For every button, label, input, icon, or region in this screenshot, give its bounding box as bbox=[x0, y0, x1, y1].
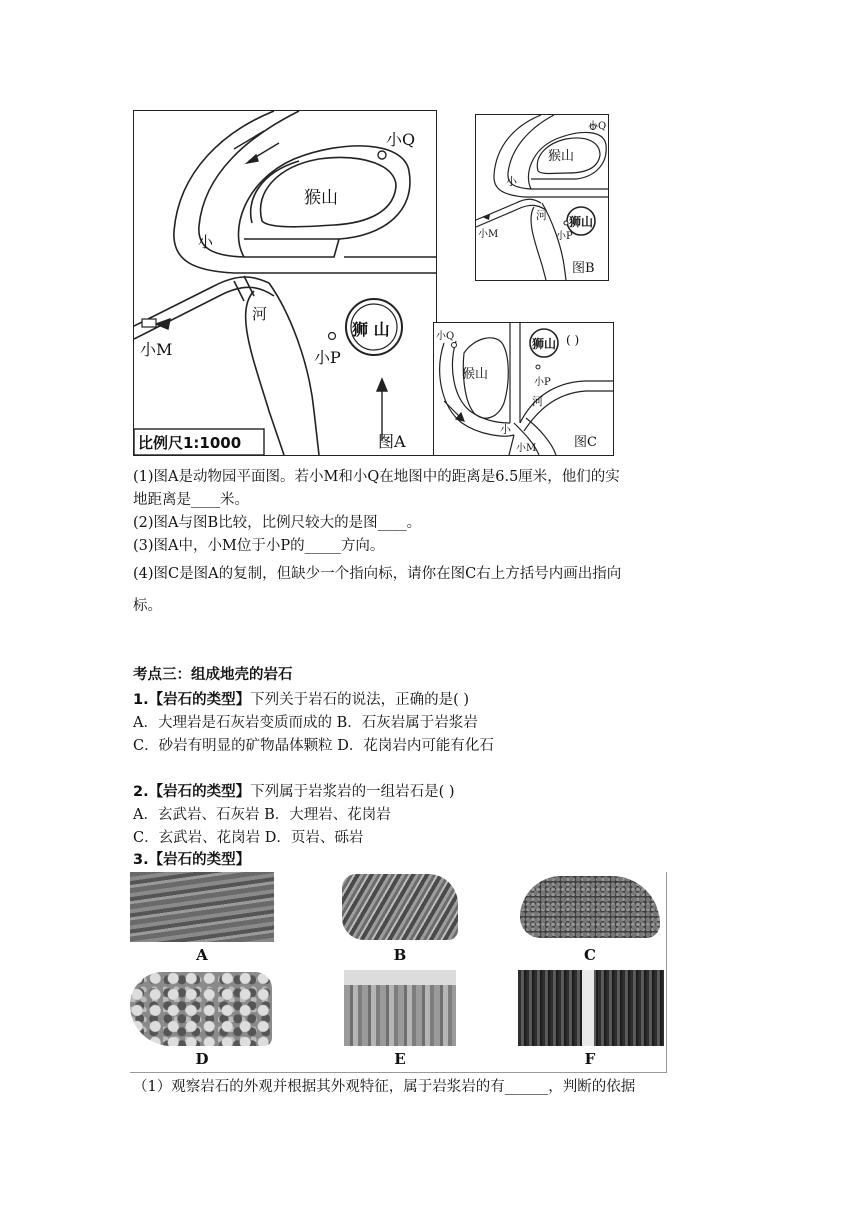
rock-photo-grid bbox=[130, 872, 667, 1073]
map-a-lion-label: 狮 山 bbox=[352, 320, 390, 339]
map-a-xiaoq-label: 小Q bbox=[386, 130, 416, 149]
item-3-stem bbox=[133, 850, 250, 870]
rock-label-d: D bbox=[195, 1050, 209, 1068]
map-b-river-label-2: 河 bbox=[536, 209, 547, 222]
rock-photo-a bbox=[130, 872, 274, 942]
map-a bbox=[133, 110, 437, 456]
question-1-line-1: (1)图A是动物园平面图。若小M和小Q在地图中的距离是6.5厘米，他们的实 bbox=[133, 469, 620, 485]
rock-photo-c bbox=[520, 876, 660, 938]
item-2-tag: 【岩石的类型】 bbox=[148, 784, 251, 800]
map-c-lion-label: 狮山 bbox=[532, 337, 557, 351]
map-c-xiaop-label: 小P bbox=[534, 377, 551, 388]
map-a-river-label-2: 河 bbox=[252, 305, 268, 323]
map-b bbox=[475, 114, 609, 281]
map-a-monkey-label: 猴山 bbox=[304, 188, 338, 208]
map-c-xiaom-label: 小M bbox=[516, 443, 537, 454]
item-2-num: 2. bbox=[133, 784, 149, 800]
map-c-figure-label: 图C bbox=[574, 435, 597, 450]
item-3-question-1: （1）观察岩石的外观并根据其外观特征，属于岩浆岩的有______，判断的依据 bbox=[133, 1079, 636, 1095]
item-2-stem bbox=[133, 782, 455, 802]
item-1-options-ab: A．大理岩是石灰岩变质而成的 B．石灰岩属于岩浆岩 bbox=[133, 715, 478, 731]
rock-photo-f bbox=[518, 970, 664, 1046]
map-a-xiaop-label: 小P bbox=[314, 348, 341, 367]
map-a-figure-label: 图A bbox=[378, 432, 406, 451]
section-3-title: 考点三：组成地壳的岩石 bbox=[133, 667, 293, 683]
map-a-drawing bbox=[134, 111, 436, 455]
question-1-line-2: 地距离是____米。 bbox=[133, 492, 249, 508]
item-2-question: 下列属于岩浆岩的一组岩石是( ) bbox=[250, 784, 455, 800]
map-a-scale-label: 比例尺1:1000 bbox=[138, 434, 242, 452]
rock-label-f: F bbox=[584, 1050, 596, 1068]
question-4-line-1: (4)图C是图A的复制，但缺少一个指向标，请你在图C右上方括号内画出指向 bbox=[133, 566, 622, 582]
item-1-stem bbox=[133, 690, 469, 710]
map-b-figure-label: 图B bbox=[572, 261, 595, 276]
map-c bbox=[433, 322, 614, 456]
item-1-question: 下列关于岩石的说法，正确的是( ) bbox=[250, 692, 470, 708]
map-b-xiaom-label: 小M bbox=[478, 229, 499, 240]
map-b-river-label-1: 小 bbox=[506, 175, 517, 188]
rock-label-e: E bbox=[394, 1050, 406, 1068]
item-2-options-cd: C．玄武岩、花岗岩 D．页岩、砾岩 bbox=[133, 830, 364, 846]
item-1-options-cd: C．砂岩有明显的矿物晶体颗粒 D．花岗岩内可能有化石 bbox=[133, 738, 494, 754]
map-b-monkey-label: 猴山 bbox=[548, 149, 575, 164]
question-3: (3)图A中，小M位于小P的_____方向。 bbox=[133, 538, 385, 554]
map-c-river-label-1: 小 bbox=[500, 423, 511, 436]
map-c-monkey-label: 猴山 bbox=[462, 367, 489, 382]
rock-label-b: B bbox=[393, 946, 407, 964]
item-1-tag: 【岩石的类型】 bbox=[148, 692, 251, 708]
rock-label-c: C bbox=[584, 946, 596, 964]
map-b-drawing bbox=[476, 115, 608, 280]
map-a-river-label-1: 小 bbox=[198, 233, 214, 251]
map-b-xiaop-label: 小P bbox=[556, 231, 573, 242]
question-4-line-2: 标。 bbox=[133, 598, 162, 614]
rock-label-a: A bbox=[196, 946, 208, 964]
item-1-num: 1. bbox=[133, 692, 149, 708]
map-c-bracket[interactable]: ( ) bbox=[566, 333, 580, 347]
map-c-xiaoq-label: 小Q bbox=[436, 331, 455, 342]
rock-photo-b bbox=[342, 874, 458, 940]
item-3-tag: 【岩石的类型】 bbox=[148, 852, 251, 868]
map-b-xiaoq-label: 小Q bbox=[588, 121, 607, 132]
rock-photo-e bbox=[344, 970, 456, 1046]
map-a-xiaom-label: 小M bbox=[140, 340, 173, 359]
map-b-lion-label: 狮山 bbox=[569, 215, 594, 229]
item-3-num: 3. bbox=[133, 852, 149, 868]
rock-photo-d bbox=[130, 972, 272, 1046]
item-2-options-ab: A．玄武岩、石灰岩 B．大理岩、花岗岩 bbox=[133, 807, 391, 823]
question-2: (2)图A与图B比较，比例尺较大的是图____。 bbox=[133, 515, 422, 531]
map-c-river-label-2: 河 bbox=[532, 395, 543, 408]
